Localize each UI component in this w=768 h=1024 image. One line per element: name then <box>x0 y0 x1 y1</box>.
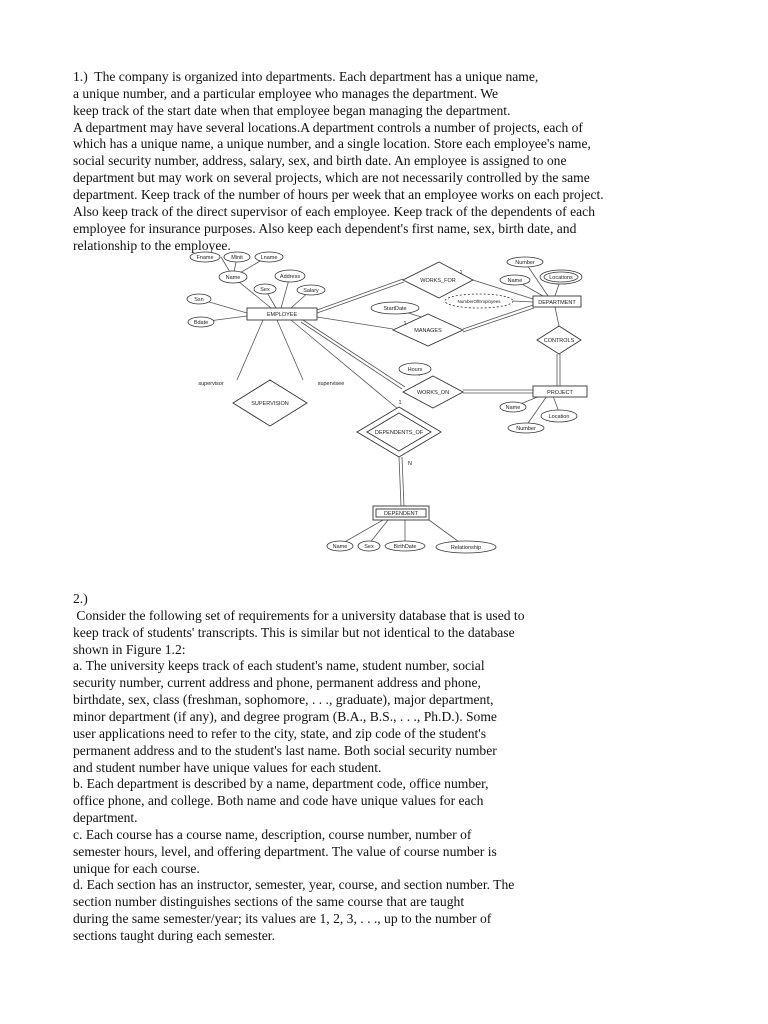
label-locations: Locations <box>549 275 573 281</box>
text-line: sections taught during each semester. <box>73 928 275 943</box>
text-line: during the same semester/year; its values are 1, 2, 3, . . ., up to the number of <box>73 911 492 927</box>
label-department: DEPARTMENT <box>538 300 576 306</box>
label-bdate: Bdate <box>193 320 209 326</box>
label-dept-name: Name <box>507 278 523 284</box>
text-line: relationship to the employee. <box>73 237 231 253</box>
label-works-for: WORKS_FOR <box>420 278 456 284</box>
label-supervision: SUPERVISION <box>251 401 289 407</box>
text-line: social security number, address, salary, sex, and birth date. An employee is assigned to one <box>73 153 567 169</box>
label-number-of-employees: NumberOfEmployees <box>457 299 501 304</box>
label-ssn: Ssn <box>194 297 204 303</box>
label-dept-number: Number <box>515 260 535 266</box>
er-diagram <box>183 250 588 555</box>
text-line: office phone, and college. Both name and code have unique values for each <box>73 793 484 809</box>
label-dependent: DEPENDENT <box>384 511 418 517</box>
label-dependents-of: DEPENDENTS_OF <box>374 430 424 436</box>
text-line: c. Each course has a course name, description, course number, number of <box>73 826 472 842</box>
label-name: Name <box>225 275 241 281</box>
text-line: birthdate, sex, class (freshman, sophomore, . . ., graduate), major department, <box>73 692 494 708</box>
card-dependents-one: 1 <box>398 400 402 406</box>
card-dependents-many: N <box>408 461 412 467</box>
label-dep-relationship: Relationship <box>450 545 482 551</box>
text-line: minor department (if any), and degree program (B.A., B.S., . . ., Ph.D.). Some <box>73 708 497 724</box>
text-line: department. Keep track of the number of hours per week that an employee works on each project. <box>73 186 604 202</box>
text-line: employee for insurance purposes. Also keep each dependent's first name, sex, birth date, and <box>73 220 577 236</box>
role-supervisor: supervisor <box>198 381 224 387</box>
text-line: and student number have unique values for each student. <box>73 759 382 775</box>
label-salary: Salary <box>303 288 319 294</box>
label-manages: MANAGES <box>414 328 442 334</box>
text-line: security number, current address and phone, permanent address and phone, <box>73 675 481 691</box>
text-line: department but may work on several projects, which are not necessarily controlled by the same <box>73 170 590 186</box>
text-line: unique for each course. <box>73 860 200 876</box>
label-project: PROJECT <box>547 390 573 396</box>
text-line: a. The university keeps track of each student's name, student number, social <box>73 658 485 674</box>
text-line: d. Each section has an instructor, semester, year, course, and section number. The <box>73 877 515 893</box>
label-proj-location: Location <box>548 414 570 420</box>
text-line: keep track of the start date when that employee began managing the department. <box>73 102 511 118</box>
label-proj-name: Name <box>505 405 521 411</box>
text-line: permanent address and to the student's last name. Both social security number <box>73 742 497 758</box>
role-supervisee: supervisee <box>317 381 345 387</box>
text-line: department. <box>73 810 138 826</box>
label-hours: Hours <box>407 367 423 373</box>
label-employee: EMPLOYEE <box>266 312 298 318</box>
label-proj-number: Number <box>516 426 536 432</box>
text-line: A department may have several locations.A department controls a number of projects, each of <box>73 119 583 135</box>
text-line: user applications need to refer to the city, state, and zip code of the student's <box>73 725 487 741</box>
text-line: section number distinguishes sections of the same course that are taught <box>73 894 465 910</box>
label-controls: CONTROLS <box>543 338 575 344</box>
text-line: 2.) <box>73 591 88 606</box>
text-line: Also keep track of the direct supervisor of each employee. Keep track of the dependents of each <box>73 203 596 219</box>
label-dep-birthdate: BirthDate <box>393 544 417 550</box>
label-address: Address <box>279 274 301 280</box>
label-fname: Fname <box>196 255 214 261</box>
label-works-on: WORKS_ON <box>416 390 450 396</box>
text-line: b. Each department is described by a name, department code, office number, <box>73 776 489 792</box>
text-line: Consider the following set of requirements for a university database that is used to <box>73 607 525 623</box>
text-line: shown in Figure 1.2: <box>73 641 186 657</box>
text-line: a unique number, and a particular employee who manages the department. We <box>73 85 499 101</box>
label-lname: Lname <box>260 255 278 261</box>
label-dep-sex: Sex <box>364 544 374 550</box>
text-line: semester hours, level, and offering department. The value of course number is <box>73 843 497 859</box>
label-minit: Minit <box>231 255 243 261</box>
label-start-date: StartDate <box>383 306 407 312</box>
label-sex: Sex <box>260 287 270 293</box>
card-works-for-one: 1 <box>459 270 463 276</box>
text-line: keep track of students' transcripts. This is similar but not identical to the database <box>73 624 515 640</box>
card-manages-one: 1 <box>403 321 407 327</box>
text-line: 1.) The company is organized into departments. Each department has a unique name, <box>73 69 539 84</box>
text-line: which has a unique name, a unique number, and a single location. Store each employee's name, <box>73 136 591 152</box>
label-dep-name: Name <box>332 544 348 550</box>
